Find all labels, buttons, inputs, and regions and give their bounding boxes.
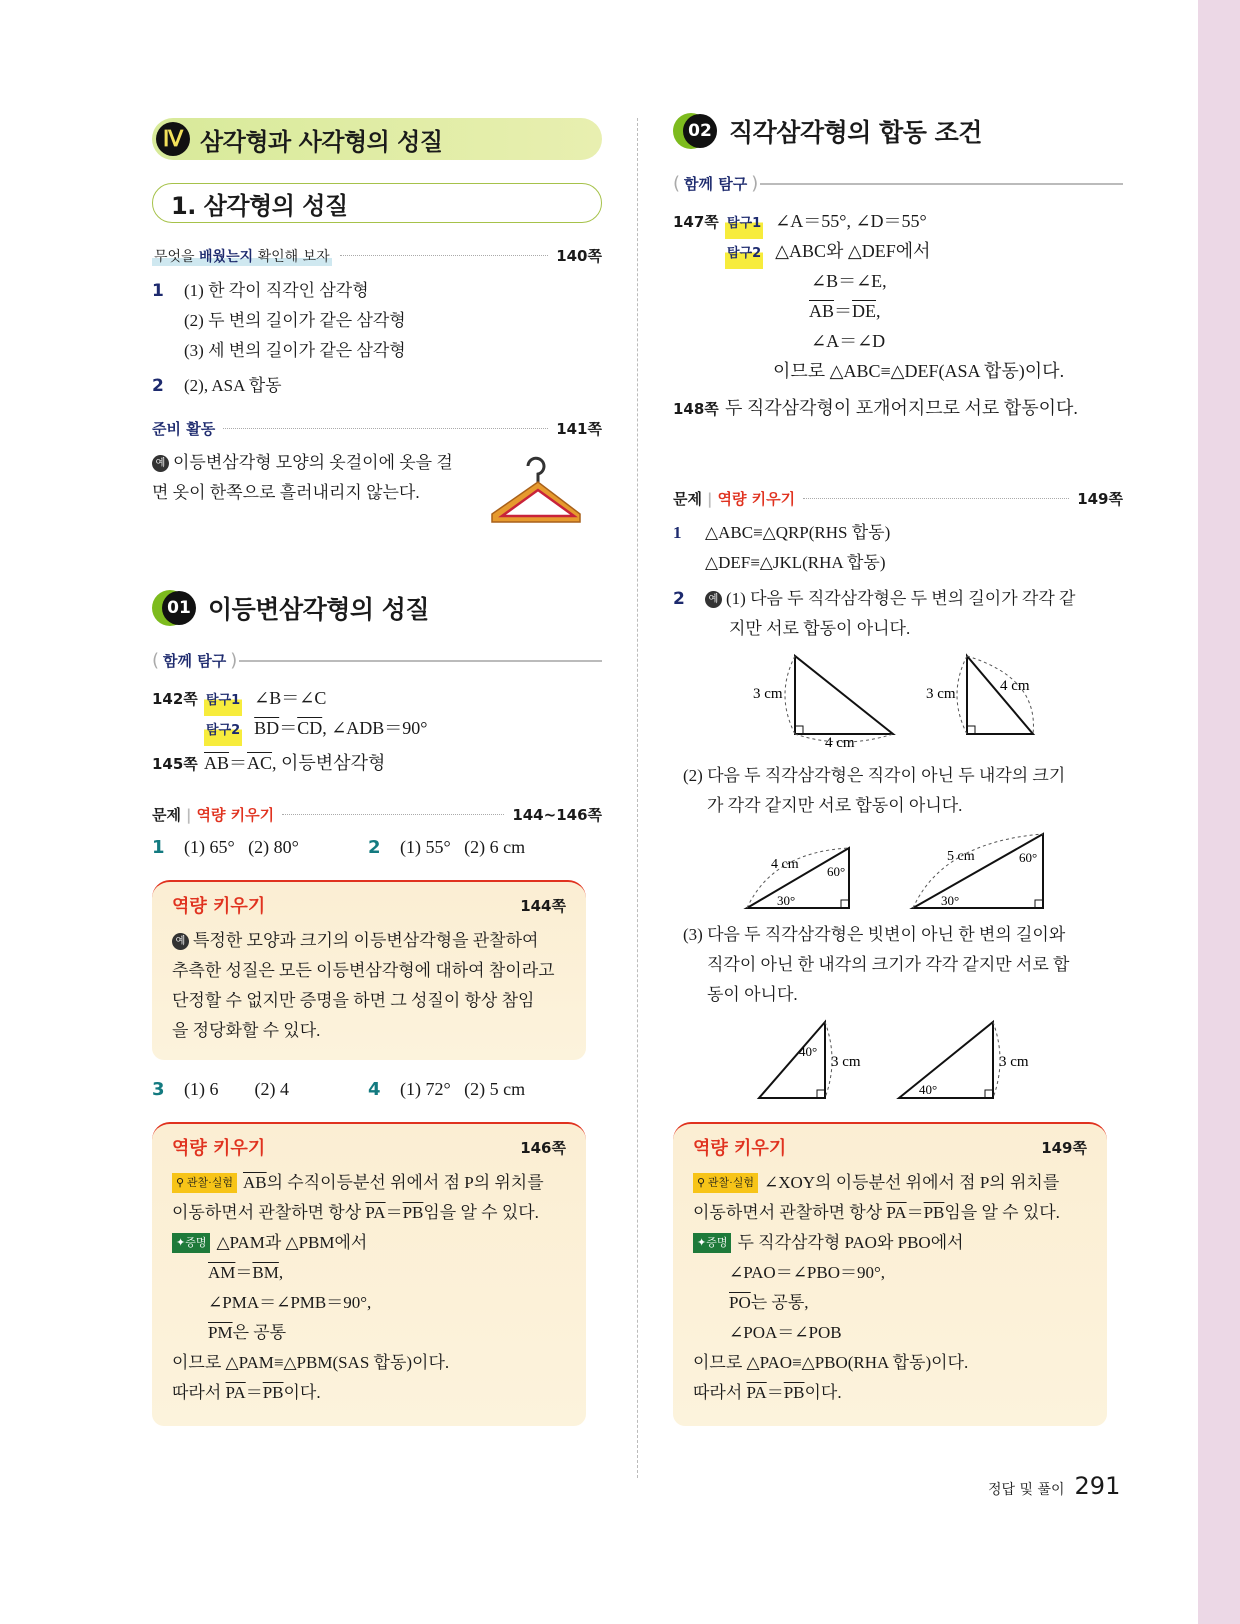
lesson-02-header (673, 113, 982, 149)
prep-label: 준비 활동 (152, 420, 216, 438)
problem-answer-2-3: (3) 다음 두 직각삼각형은 빗변이 아닌 한 변의 길이와 직각이 아닌 한 내각의 크기가 각각 같지만 서로 합 동이 아니다. (683, 925, 1070, 1004)
svg-text:30°: 30° (777, 893, 796, 908)
svg-text:3 cm: 3 cm (831, 1054, 861, 1070)
leader-dots (340, 255, 549, 256)
review-answer-1: 1 (1) 한 각이 직각인 삼각형 (2) 두 변의 길이가 같은 삼각형 (3) 세 변의 길이가 같은 삼각형 (152, 281, 406, 360)
figure-1-triangles (743, 650, 1113, 752)
side-strip (1198, 0, 1240, 1624)
svg-text:60°: 60° (827, 864, 846, 879)
review-header (152, 245, 602, 266)
problem-answers-1-2: 1 (1) 65° (2) 80° 2 (1) 55° (2) 6 cm (152, 837, 526, 858)
magnifier-icon: ⚲ (176, 1177, 185, 1189)
review-label: 무엇을 배웠는지 확인해 보자 (152, 246, 332, 266)
prep-header (152, 418, 602, 439)
capacity-box-149: 역량 키우기 149쪽 ⚲ 관찰·실험 ∠XOY의 이등분선 위에서 점 P의 위치를 이동하면서 관찰하면 항상 $\overline{PA}=\overline{PB}$임을 알 수 있다. ✦증명 두 직각삼각형 PAO와 PBO에서 ∠PAO＝∠PBO＝90°, $\overline{PO}$는 공통, ∠POA＝∠POB 이므로 △PAO≡△PBO(RHA 합동)이다. 따라서 $\overline{PA}=\overline{PB}$이다. (673, 1122, 1107, 1426)
page-ref: 141쪽 (556, 420, 602, 438)
problem-answer-2-2: (2) 다음 두 직각삼각형은 직각이 아닌 두 내각의 크기 가 각각 같지만 서로 합동이 아니다. (683, 766, 1066, 815)
explore-row-1: 147쪽 탐구1 ∠A＝55°, ∠D＝55° (673, 206, 927, 239)
svg-text:3 cm: 3 cm (999, 1054, 1029, 1070)
svg-text:30°: 30° (941, 893, 960, 908)
svg-text:3 cm: 3 cm (753, 686, 783, 702)
proof-tag: ✦증명 (172, 1233, 210, 1253)
example-badge: 예 (172, 933, 189, 950)
box-title: 역량 키우기 (172, 896, 266, 917)
lesson-number-badge: 01 (152, 590, 200, 626)
svg-text:4 cm: 4 cm (825, 735, 855, 751)
example-badge: 예 (152, 455, 169, 472)
observe-experiment-tag: ⚲ 관찰·실험 (693, 1173, 758, 1193)
problem-answer-2-1: 2 예 (1) 다음 두 직각삼각형은 두 변의 길이가 각각 같 지만 서로 합동이 아니다. (673, 589, 1076, 638)
explore-tag: 탐구1 (204, 686, 242, 716)
svg-text:60°: 60° (1019, 850, 1038, 865)
explore-step: ∠A＝∠D (811, 331, 886, 351)
page-ref: 144쪽 (520, 896, 566, 915)
svg-text:5 cm: 5 cm (947, 849, 975, 864)
prep-answer: 예 이등변삼각형 모양의 옷걸이에 옷을 걸 면 옷이 한쪽으로 흘러내리지 않는다. (152, 453, 453, 502)
leader-dots (282, 814, 504, 815)
problems-header: 문제 | 역량 키우기 149쪽 (673, 489, 1123, 508)
svg-text:40°: 40° (799, 1044, 818, 1059)
svg-text:4 cm: 4 cm (771, 857, 799, 872)
explore-step: $\overline{AB}=\overline{DE}$, (809, 301, 881, 321)
explore-label: 함께 탐구 (163, 652, 227, 670)
column-divider (637, 118, 638, 1478)
explore-row-3: 145쪽 $\overline{AB}=\overline{AC}$, 이등변삼각형 (152, 753, 386, 773)
page-ref: 140쪽 (556, 247, 602, 265)
section-title: 1. 삼각형의 성질 (171, 191, 348, 220)
explore-step: ∠B＝∠E, (811, 271, 887, 291)
observe-experiment-tag: ⚲ 관찰·실험 (172, 1173, 237, 1193)
svg-text:3 cm: 3 cm (926, 686, 956, 702)
explore-row-1: 142쪽 탐구1 ∠B＝∠C (152, 683, 326, 716)
hanger-icon (488, 452, 584, 524)
page-footer (988, 1472, 1120, 1500)
chapter-title: 삼각형과 사각형의 성질 (200, 127, 443, 156)
problem-answers-3-4: 3 (1) 6 (2) 4 4 (1) 72° (2) 5 cm (152, 1079, 526, 1100)
section-title-pill (152, 183, 602, 223)
svg-text:40°: 40° (919, 1082, 938, 1097)
proof-tag: ✦증명 (693, 1233, 731, 1253)
lesson-01-header (152, 590, 429, 626)
lesson-number-badge: 02 (673, 113, 721, 149)
footer-label: 정답 및 풀이 (988, 1482, 1065, 1498)
explore-conclusion: 이므로 △ABC≡△DEF(ASA 합동)이다. (773, 361, 1065, 381)
leader-dots (223, 428, 548, 429)
explore-header: ( 함께 탐구 ) (673, 173, 1123, 194)
problems-header: 문제 | 역량 키우기 144~146쪽 (152, 805, 602, 824)
capacity-box-146: 역량 키우기 146쪽 ⚲ 관찰·실험 $\overline{AB}$의 수직이등분선 위에서 점 P의 위치를 이동하면서 관찰하면 항상 $\overline{PA}=\overline{PB}$임을 알 수 있다. ✦증명 △PAM과 △PBM에서 $\overline{AM}=\overline{BM}$, ∠PMA＝∠PMB＝90°, $\overline{PM}$은 공통 이므로 △PAM≡△PBM(SAS 합동)이다. 따라서 $\overline{PA}=\overline{PB}$이다. (152, 1122, 586, 1426)
lesson-title: 이등변삼각형의 성질 (208, 595, 430, 624)
magnifier-icon: ⚲ (697, 1177, 706, 1189)
figure-3-triangles (743, 1016, 1113, 1102)
review-answer-2: 2 (2), ASA 합동 (152, 376, 282, 396)
explore-row-3: 148쪽 두 직각삼각형이 포개어지므로 서로 합동이다. (673, 398, 1078, 418)
explore-tag: 탐구2 (204, 716, 242, 746)
explore-row-2: 탐구2 △ABC와 △DEF에서 (725, 236, 931, 269)
lesson-title: 직각삼각형의 합동 조건 (729, 118, 982, 147)
explore-header: ( 함께 탐구 ) (152, 650, 602, 671)
problem-answer-1: 1 △ABC≡△QRP(RHS 합동) △DEF≡△JKL(RHA 합동) (673, 523, 891, 572)
chapter-banner (152, 118, 602, 160)
page-number: 291 (1074, 1472, 1121, 1500)
leader-dots (803, 498, 1069, 499)
explore-row-2: 탐구2 $\overline{BD}=\overline{CD}$, ∠ADB＝90° (204, 713, 428, 746)
chapter-number-badge: Ⅳ (156, 122, 190, 156)
figure-2-triangles (743, 828, 1113, 914)
svg-text:4 cm: 4 cm (1000, 678, 1030, 694)
capacity-box-144: 역량 키우기 144쪽 예 특정한 모양과 크기의 이등변삼각형을 관찰하여 추측한 성질은 모든 이등변삼각형에 대하여 참이라고 단정할 수 없지만 증명을 하면 그 성질이 항상 참임 을 정당화할 수 있다. (152, 880, 586, 1060)
